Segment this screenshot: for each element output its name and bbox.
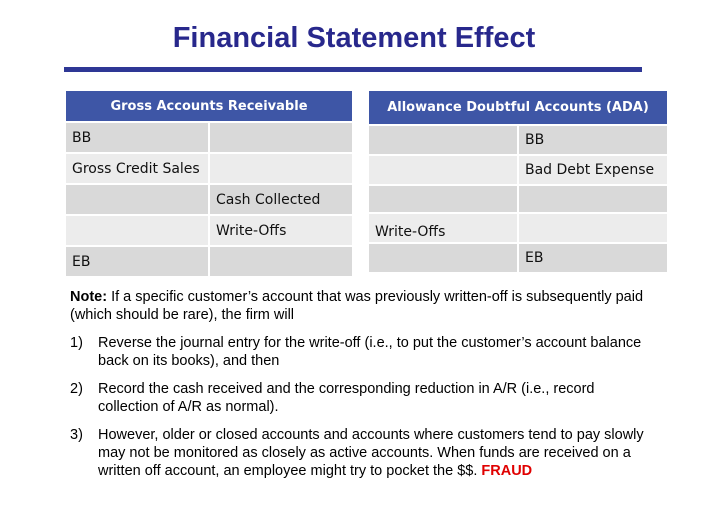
note-text: If a specific customer’s account that was previously written-off is subsequently paid (which should be rare), the firm will — [70, 289, 644, 323]
list-item-number: 2) — [70, 381, 83, 397]
list-item-text: Record the cash received and the corresponding reduction in A/R (i.e., record collection of A/R as normal). — [98, 381, 595, 415]
ada-header: Allowance Doubtful Accounts (ADA) — [369, 91, 667, 124]
ada-credit-cell: BB — [519, 126, 667, 154]
ada-credit-cell — [519, 186, 667, 212]
list-item-text: However, older or closed accounts and accounts where customers tend to pay slowly may not be monitored as closely as active accounts. When funds are received on a written off account, an employee might try to pocket the $$. — [98, 427, 644, 479]
ada-debit-cell — [369, 156, 517, 184]
list-item-number: 1) — [70, 335, 83, 351]
ada-debit-cell — [369, 244, 517, 272]
list-item-text: Reverse the journal entry for the write-off (i.e., to put the customer’s account balance back on its books), and then — [98, 335, 642, 369]
list-item — [70, 380, 650, 416]
gross-ar-debit-cell: BB — [66, 123, 208, 152]
ada-credit-cell: Bad Debt Expense — [519, 156, 667, 184]
ada-credit-cell: EB — [519, 244, 667, 272]
gross-ar-credit-cell — [210, 154, 352, 183]
ada-t-account — [367, 89, 669, 274]
gross-ar-credit-cell — [210, 247, 352, 276]
fraud-emphasis: FRAUD — [481, 463, 533, 479]
ada-debit-cell — [369, 126, 517, 154]
slide-title: Financial Statement Effect — [172, 22, 536, 54]
title-underline — [64, 67, 642, 72]
gross-ar-credit-cell: Cash Collected — [210, 185, 352, 214]
ada-debit-cell: Write-Offs — [369, 214, 517, 242]
note-paragraph — [70, 288, 650, 324]
list-item-number: 3) — [70, 427, 83, 443]
note-label: Note: — [70, 289, 108, 305]
gross-ar-header: Gross Accounts Receivable — [66, 91, 352, 121]
ada-credit-cell — [519, 214, 667, 242]
list-item-body — [98, 426, 650, 480]
list-item — [70, 426, 650, 480]
gross-ar-debit-cell: EB — [66, 247, 208, 276]
gross-ar-credit-cell: Write-Offs — [210, 216, 352, 245]
gross-ar-debit-cell — [66, 216, 208, 245]
gross-ar-credit-cell — [210, 123, 352, 152]
notes-section — [70, 288, 650, 490]
gross-ar-debit-cell: Gross Credit Sales — [66, 154, 208, 183]
list-item — [70, 334, 650, 370]
ada-debit-cell — [369, 186, 517, 212]
gross-ar-debit-cell — [66, 185, 208, 214]
gross-ar-t-account — [64, 89, 354, 278]
